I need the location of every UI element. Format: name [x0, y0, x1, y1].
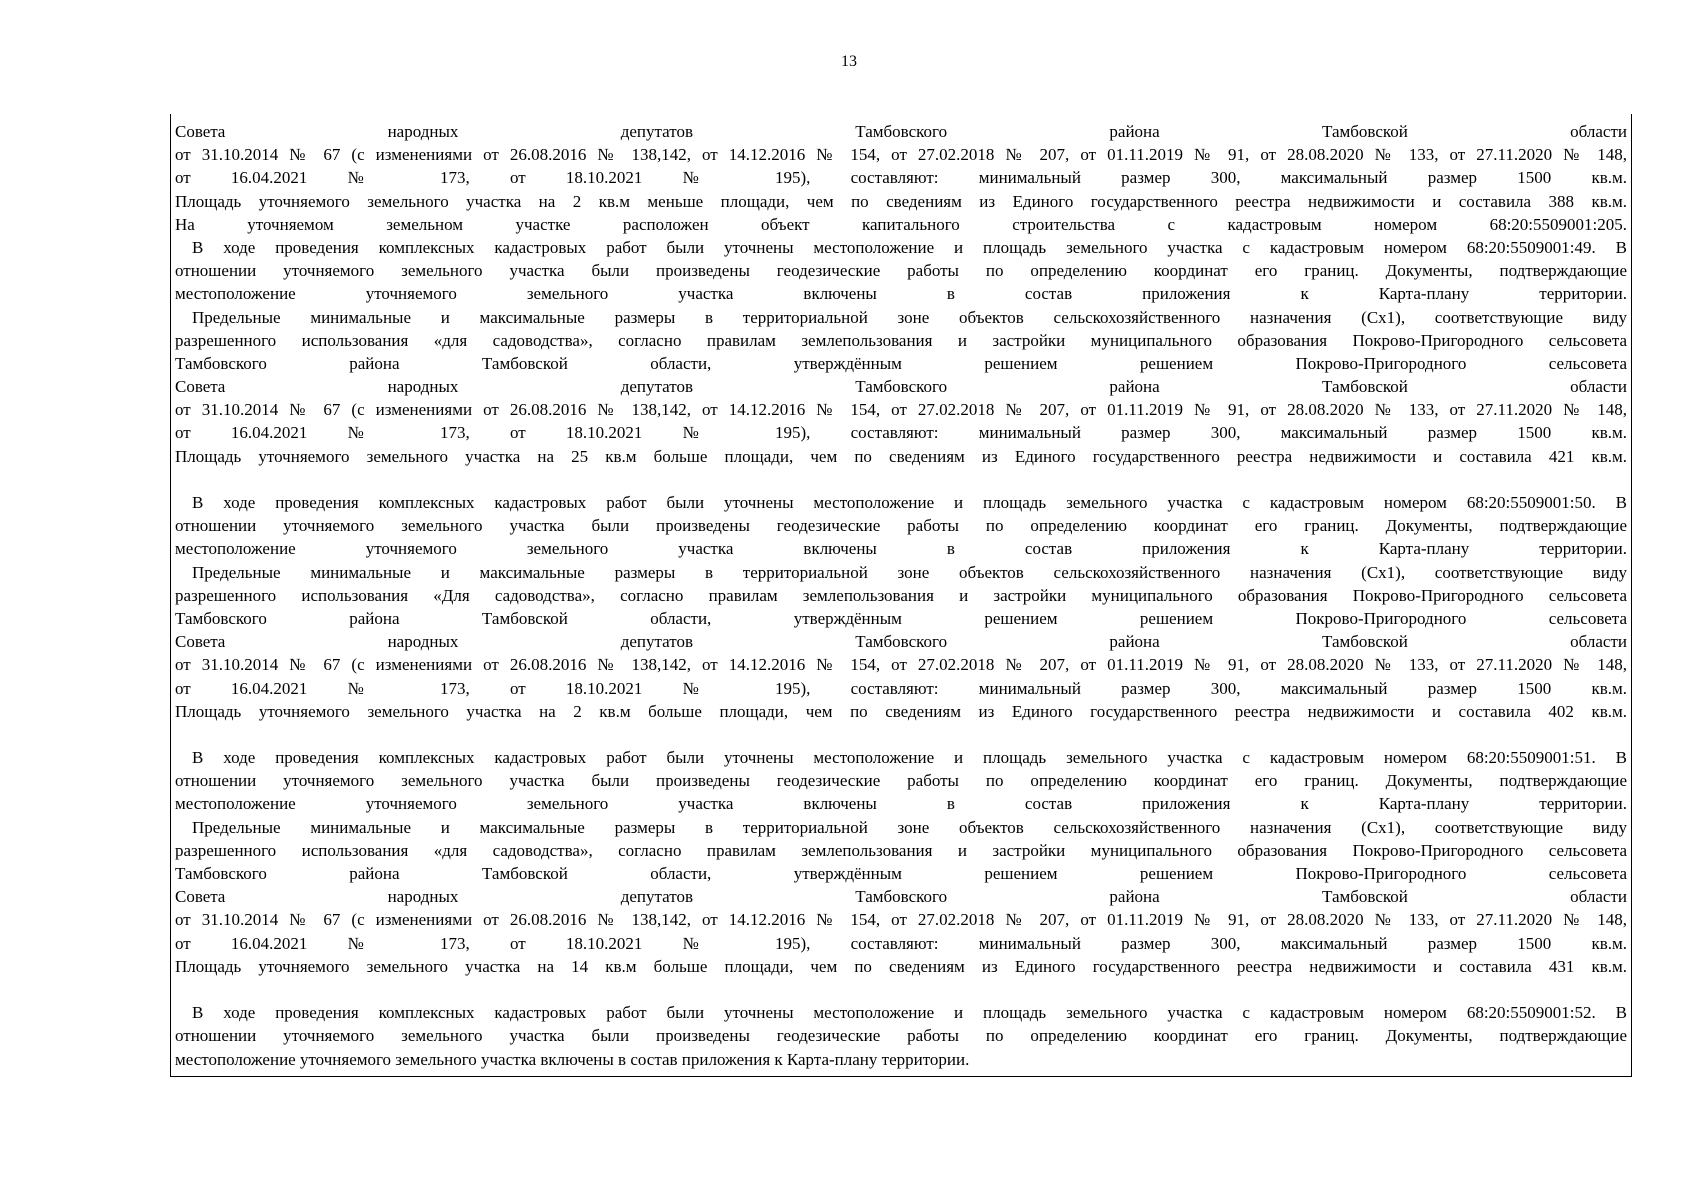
text-line: Тамбовского района Тамбовской области, утверждённым решением решением Покрово-Пригородного сельсовета: [175, 353, 1627, 373]
text-line: от 16.04.2021 № 173, от 18.10.2021 № 195), составляют: минимальный размер 300, максимальный размер 1500 кв.м.: [175, 423, 1627, 443]
text-line: разрешенного использования «Для садоводства», согласно правилам землепользования и застройки муниципального образования Покрово-Пригородного сельсовета: [175, 585, 1627, 605]
page-number: 13: [841, 53, 857, 70]
text-line: местоположение уточняемого земельного участка включены в состав приложения к Карта-плану территории.: [175, 539, 1627, 559]
text-line: Площадь уточняемого земельного участка на 25 кв.м больше площади, чем по сведениям из Единого государственного реестра недвижимости и составила 421 кв.м.: [175, 446, 1627, 466]
text-line: Советa народных депутатов Тамбовского района Тамбовской области: [175, 122, 1627, 141]
text-line: отношении уточняемого земельного участка были произведены геодезические работы по определению координат его границ. Документы, подтверждающие: [175, 261, 1627, 281]
text-line: В ходе проведения комплексных кадастровых работ были уточнены местоположение и площадь земельного участка с кадастровым номером 68:20:5509001:50. В: [192, 493, 1627, 512]
text-line: В ходе проведения комплексных кадастровых работ были уточнены местоположение и площадь земельного участка с кадастровым номером 68:20:5509001:51. В: [192, 748, 1627, 768]
text-line: местоположение уточняемого земельного участка включены в состав приложения к Карта-плану территории.: [175, 284, 1627, 304]
text-line: Предельные минимальные и максимальные размеры в территориальной зоне объектов сельскохозяйственного назначения (Сх1), соответствующие виду: [192, 562, 1627, 582]
text-line: В ходе проведения комплексных кадастровых работ были уточнены местоположение и площадь земельного участка с кадастровым номером 68:20:5509001:49. В: [192, 237, 1627, 257]
text-line: На уточняемом земельном участке расположен объект капитального строительства с кадастровым номером 68:20:5509001:205.: [175, 214, 1627, 234]
text-line: от 16.04.2021 № 173, от 18.10.2021 № 195), составляют: минимальный размер 300, максимальный размер 1500 кв.м.: [175, 678, 1627, 698]
text-line: Советa народных депутатов Тамбовского района Тамбовской области: [175, 632, 1627, 652]
text-line: Площадь уточняемого земельного участка на 2 кв.м меньше площади, чем по сведениям из Единого государственного реестра недвижимости и составила 388 кв.м.: [175, 191, 1627, 211]
text-line: отношении уточняемого земельного участка были произведены геодезические работы по определению координат его границ. Документы, подтверждающие: [175, 516, 1627, 536]
text-line: Советa народных депутатов Тамбовского района Тамбовской области: [175, 887, 1627, 907]
text-line: от 31.10.2014 № 67 (с изменениями от 26.08.2016 № 138,142, от 14.12.2016 № 154, от 27.02.2018 № 207, от 01.11.2019 № 91, от 28.08.2020 № 133, от 27.11.2020 № 148,: [175, 655, 1627, 675]
paragraph-gap: [175, 978, 1627, 1001]
text-line: от 16.04.2021 № 173, от 18.10.2021 № 195), составляют: минимальный размер 300, максимальный размер 1500 кв.м.: [175, 933, 1627, 953]
text-line: от 16.04.2021 № 173, от 18.10.2021 № 195), составляют: минимальный размер 300, максимальный размер 1500 кв.м.: [175, 168, 1627, 188]
text-line: местоположение уточняемого земельного участка включены в состав приложения к Карта-плану территории.: [175, 1049, 970, 1069]
paragraph-gap: [175, 468, 1627, 491]
text-line: местоположение уточняемого земельного участка включены в состав приложения к Карта-плану территории.: [175, 794, 1627, 814]
text-line: Предельные минимальные и максимальные размеры в территориальной зоне объектов сельскохозяйственного назначения (Сх1), соответствующие виду: [192, 307, 1627, 327]
text-line: от 31.10.2014 № 67 (с изменениями от 26.08.2016 № 138,142, от 14.12.2016 № 154, от 27.02.2018 № 207, от 01.11.2019 № 91, от 28.08.2020 № 133, от 27.11.2020 № 148,: [175, 145, 1627, 165]
text-line: Площадь уточняемого земельного участка на 2 кв.м больше площади, чем по сведениям из Единого государственного реестра недвижимости и составила 402 кв.м.: [175, 701, 1627, 721]
text-line: от 31.10.2014 № 67 (с изменениями от 26.08.2016 № 138,142, от 14.12.2016 № 154, от 27.02.2018 № 207, от 01.11.2019 № 91, от 28.08.2020 № 133, от 27.11.2020 № 148,: [175, 400, 1627, 420]
paragraph-gap: [175, 723, 1627, 746]
text-line: разрешенного использования «для садоводства», согласно правилам землепользования и застройки муниципального образования Покрово-Пригородного сельсовета: [175, 840, 1627, 860]
text-line: В ходе проведения комплексных кадастровых работ были уточнены местоположение и площадь земельного участка с кадастровым номером 68:20:5509001:52. В: [192, 1003, 1627, 1023]
text-line: Площадь уточняемого земельного участка на 14 кв.м больше площади, чем по сведениям из Единого государственного реестра недвижимости и составила 431 кв.м.: [175, 956, 1627, 976]
text-line: Предельные минимальные и максимальные размеры в территориальной зоне объектов сельскохозяйственного назначения (Сх1), соответствующие виду: [192, 817, 1627, 837]
text-line: Советa народных депутатов Тамбовского района Тамбовской области: [175, 377, 1627, 397]
text-line: Тамбовского района Тамбовской области, утверждённым решением решением Покрово-Пригородного сельсовета: [175, 608, 1627, 628]
text-line: Тамбовского района Тамбовской области, утверждённым решением решением Покрово-Пригородного сельсовета: [175, 864, 1627, 883]
text-line: отношении уточняемого земельного участка были произведены геодезические работы по определению координат его границ. Документы, подтверждающие: [175, 1026, 1627, 1046]
text-line: разрешенного использования «для садоводства», согласно правилам землепользования и застройки муниципального образования Покрово-Пригородного сельсовета: [175, 330, 1627, 350]
text-line: отношении уточняемого земельного участка были произведены геодезические работы по определению координат его границ. Документы, подтверждающие: [175, 771, 1627, 791]
document-text-frame: [170, 114, 1632, 1077]
text-line: от 31.10.2014 № 67 (с изменениями от 26.08.2016 № 138,142, от 14.12.2016 № 154, от 27.02.2018 № 207, от 01.11.2019 № 91, от 28.08.2020 № 133, от 27.11.2020 № 148,: [175, 910, 1627, 930]
